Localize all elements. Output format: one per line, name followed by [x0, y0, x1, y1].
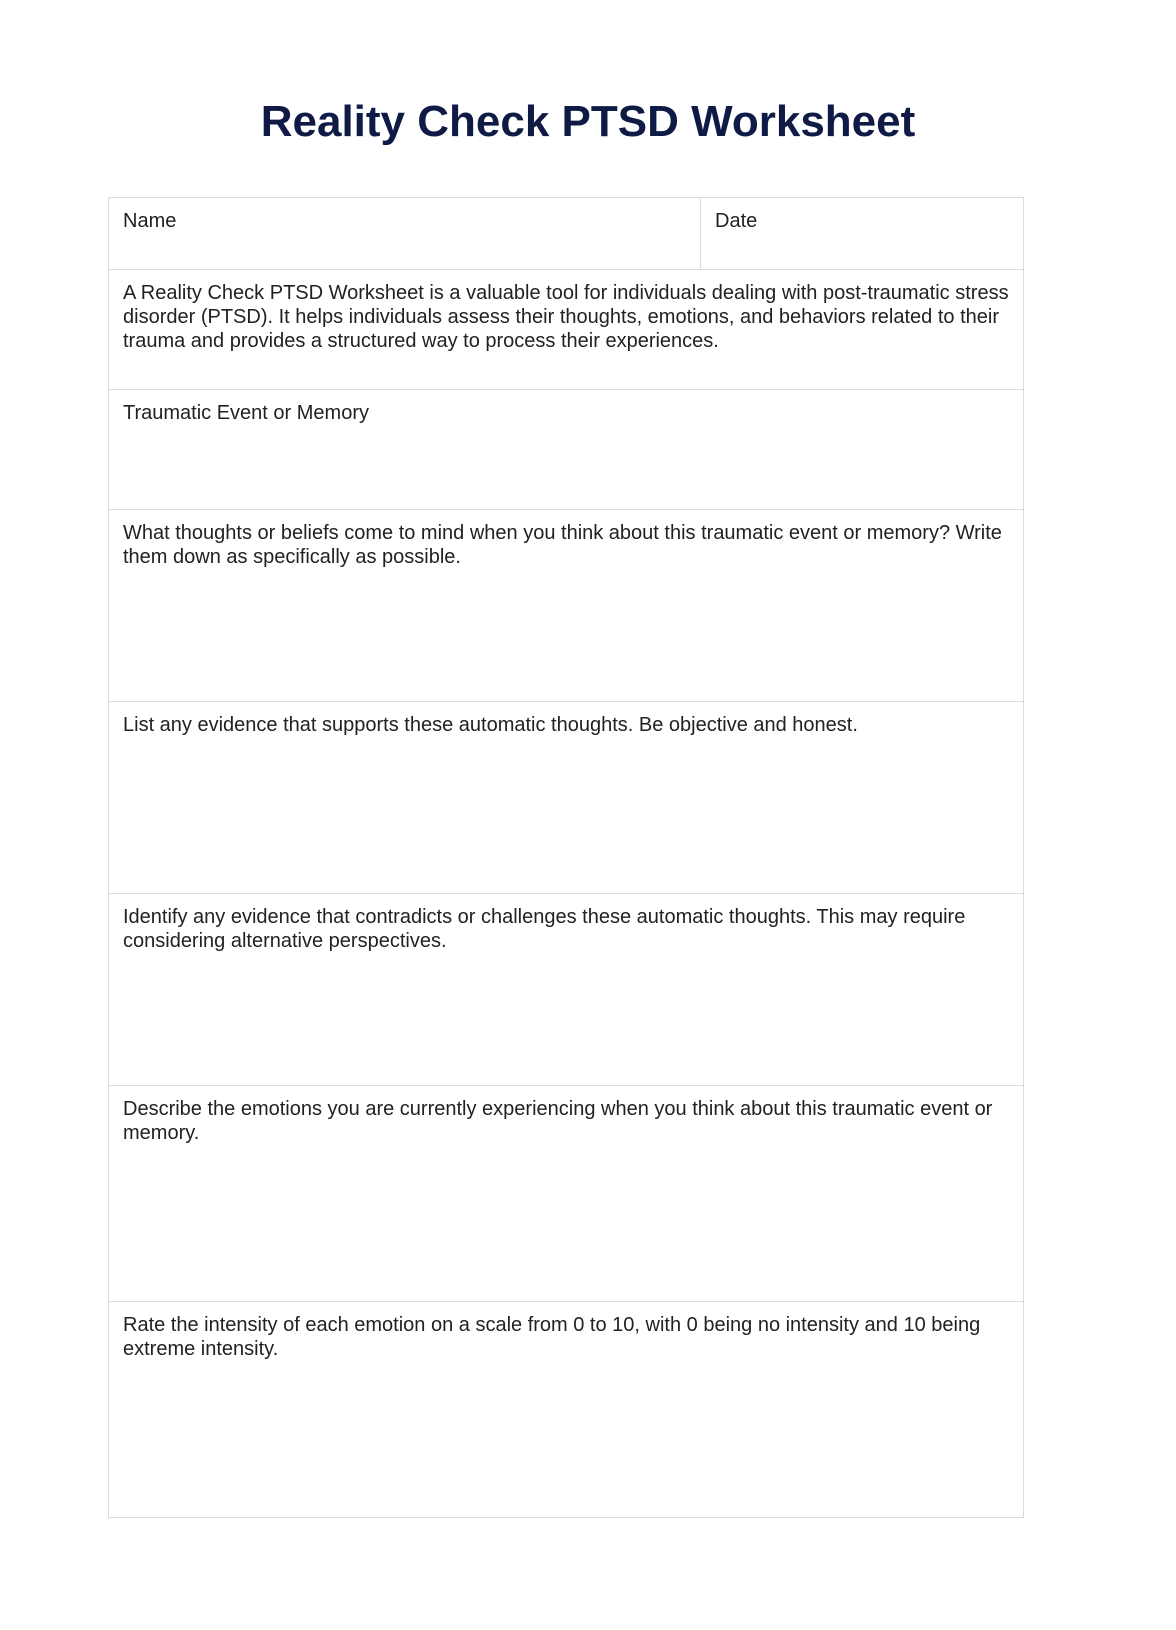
name-field[interactable]: [109, 198, 701, 269]
section-emotions[interactable]: [109, 1085, 1023, 1301]
date-field[interactable]: [701, 198, 1023, 269]
worksheet-table: [108, 197, 1024, 1518]
section-prompt: What thoughts or beliefs come to mind when you think about this traumatic event or memory? Write them down as specifically as possible.: [123, 522, 1002, 568]
name-label: Name: [123, 210, 177, 232]
section-supporting-evidence[interactable]: [109, 701, 1023, 893]
page-title: Reality Check PTSD Worksheet: [260, 97, 916, 146]
section-contradicting-evidence[interactable]: [109, 893, 1023, 1085]
section-traumatic-event[interactable]: [109, 389, 1023, 509]
description-text: A Reality Check PTSD Worksheet is a valuable tool for individuals dealing with post-traumatic stress disorder (PTSD). It helps individuals assess their thoughts, emotions, and behaviors related to their trauma and provides a structured way to process their experiences.: [123, 282, 1009, 352]
date-label: Date: [715, 210, 758, 232]
section-prompt: List any evidence that supports these automatic thoughts. Be objective and honest.: [123, 714, 858, 736]
section-prompt: Describe the emotions you are currently experiencing when you think about this traumatic event or memory.: [123, 1098, 993, 1144]
section-prompt: Identify any evidence that contradicts or challenges these automatic thoughts. This may require considering alternative perspectives.: [123, 906, 966, 952]
section-intensity[interactable]: [109, 1301, 1023, 1517]
description-row: [109, 269, 1023, 389]
section-thoughts[interactable]: [109, 509, 1023, 701]
section-prompt: Rate the intensity of each emotion on a scale from 0 to 10, with 0 being no intensity and 10 being extreme intensity.: [123, 1314, 981, 1360]
name-date-row: [109, 198, 1023, 269]
section-prompt: Traumatic Event or Memory: [123, 402, 369, 424]
